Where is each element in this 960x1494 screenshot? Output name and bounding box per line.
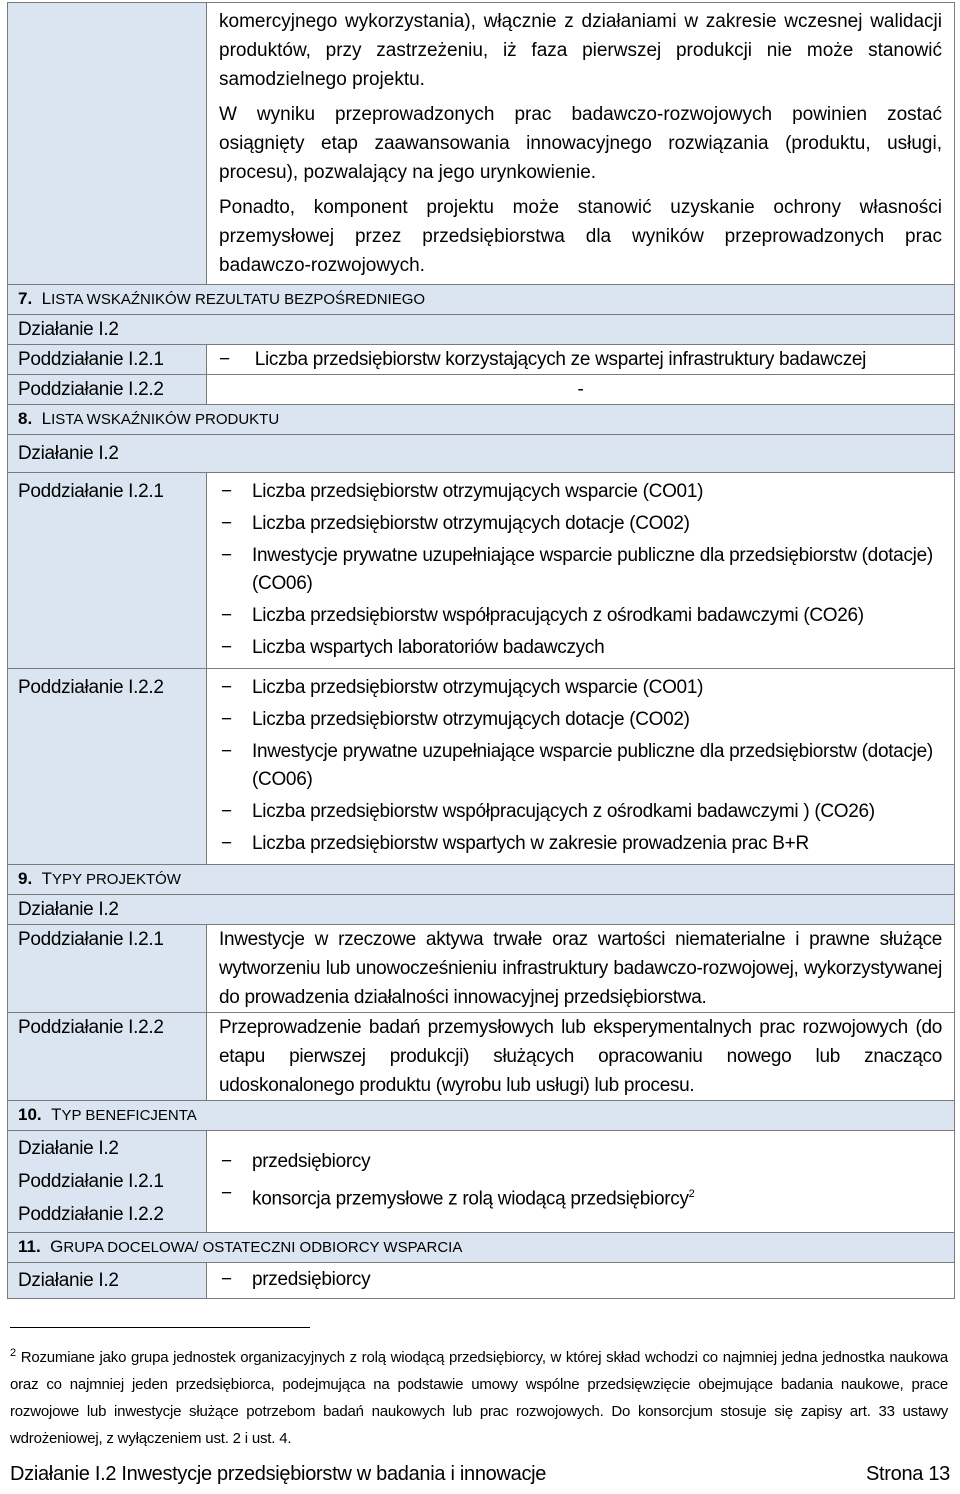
list-item [219,1180,942,1213]
section-7-poddzialanie-1-row [8,345,955,375]
section-8-poddzialanie-1-list [219,478,942,662]
intro-label-cell [8,3,207,285]
page-footer [10,1463,950,1486]
section-9-poddzialanie-1-row [8,925,955,1013]
section-9-poddzialanie-1-label: Poddziałanie I.2.1 [8,925,207,1013]
section-10-number: 10. [18,1105,42,1124]
section-11-title: RUPA DOCELOWA/ OSTATECZNI ODBIORCY WSPARCIA [63,1239,463,1256]
section-7-title-initial: L [41,289,52,308]
section-10-list [219,1148,942,1213]
section-11-row [8,1263,955,1299]
section-7-poddzialanie-2-label: Poddziałanie I.2.2 [8,375,207,405]
intro-paragraph-3: Ponadto, komponent projektu może stanowić uzyskanie ochrony własności przemysłowej przez przedsiębiorstwa dla wyników przeprowadzonych prac badawczo-rozwojowych. [219,197,942,276]
section-9-poddzialanie-2-row [8,1013,955,1101]
section-9-header [8,865,955,895]
section-8-title: ISTA WSKAŹNIKÓW PRODUKTU [51,411,280,428]
section-8-number: 8. [18,409,33,428]
section-8-poddzialanie-1-label: Poddziałanie I.2.1 [8,473,207,669]
section-7-dzialanie-row [8,315,955,345]
section-11-list [219,1266,942,1294]
section-11-number: 11. [18,1237,41,1256]
section-9-dzialanie: Działanie I.2 [8,895,955,925]
section-8-poddzialanie-2-list [219,674,942,858]
intro-text-cell [207,3,955,285]
section-10-title: YP BENEFICJENTA [61,1107,197,1124]
section-7-dzialanie: Działanie I.2 [8,315,955,345]
footnote-separator [10,1327,310,1328]
section-9-number: 9. [18,869,33,888]
section-9-title-initial: T [41,869,53,888]
section-9-dzialanie-row [8,895,955,925]
list-item: − Liczba przedsiębiorstw otrzymujących dotacje (CO02) [219,510,942,538]
footnote [10,1340,948,1452]
intro-paragraph-2: W wyniku przeprowadzonych prac badawczo-rozwojowych powinien zostać osiągnięty etap zaawansowania innowacyjnego rozwiązania (produktu, usługi, procesu), pozwalający na jego urynkowienie. [219,104,942,183]
list-item: − Liczba wspartych laboratoriów badawczych [219,634,942,662]
beneficiary-text: konsorcja przemysłowe z rolą wiodącą przedsiębiorcy [252,1188,689,1210]
section-7-poddzialanie-1-label: Poddziałanie I.2.1 [8,345,207,375]
section-10-poddzialanie-1-label: Poddziałanie I.2.1 [18,1171,164,1192]
intro-paragraph-1: komercyjnego wykorzystania), włącznie z działaniami w zakresie wczesnej walidacji produktów, przy zastrzeżeniu, iż faza pierwszej produkcji nie może stanowić samodzielnego projektu. [219,11,942,90]
section-7-poddzialanie-1-value [207,345,955,375]
footnote-text: Rozumiane jako grupa jednostek organizacyjnych z rolą wiodącą przedsiębiorcy, w której skład wchodzi co najmniej jedna jednostka naukowa oraz co najmniej jeden przedsiębiorca, podejmująca na podstawie umowy wspólne przedsięwzięcie obejmujące badania naukowe, prace rozwojowe lub inwestycje służące potrzebom badań naukowych lub prac rozwojowych. Do konsorcjum stosuje się zapisy art. 33 ustawy wdrożeniowej, z wyłączeniem ust. 2 i ust. 4. [10,1349,948,1447]
list-item: − przedsiębiorcy [219,1148,942,1176]
list-item: − Liczba przedsiębiorstw otrzymujących wsparcie (CO01) [219,478,942,506]
section-11-header [8,1233,955,1263]
section-10-header [8,1101,955,1131]
section-11-title-initial: G [50,1237,64,1256]
section-9-poddzialanie-2-value: Przeprowadzenie badań przemysłowych lub eksperymentalnych prac rozwojowych (do etapu pierwszej produkcji) służących opracowaniu nowego lub znacząco udoskonalonego produktu (wyrobu lub usługi) lub procesu. [207,1013,955,1101]
section-11-dzialanie: Działanie I.2 [8,1263,207,1299]
program-table [7,2,955,1299]
section-10-title-initial: T [51,1105,62,1124]
list-item: − Inwestycje prywatne uzupełniające wsparcie publiczne dla przedsiębiorstw (dotacje) (CO06) [219,542,942,598]
section-7-number: 7. [18,289,33,308]
footer-title: Działanie I.2 Inwestycje przedsiębiorstw w badania i innowacje [10,1463,547,1485]
section-8-dzialanie: Działanie I.2 [8,435,955,473]
intro-row [8,3,955,285]
section-8-poddzialanie-2-label: Poddziałanie I.2.2 [8,669,207,865]
section-8-dzialanie-row [8,435,955,473]
indicator-text: Liczba przedsiębiorstw korzystających ze wspartej infrastruktury badawczej [254,349,867,370]
dash-marker: − [219,349,230,370]
footnote-number: 2 [10,1347,16,1359]
list-item: − Liczba przedsiębiorstw współpracujących z ośrodkami badawczymi (CO26) [219,602,942,630]
section-10-row [8,1131,955,1233]
list-item: − Inwestycje prywatne uzupełniające wsparcie publiczne dla przedsiębiorstw (dotacje) (CO06) [219,738,942,794]
section-9-poddzialanie-1-value: Inwestycje w rzeczowe aktywa trwałe oraz wartości niematerialne i prawne służące wytworzeniu lub unowocześnieniu infrastruktury badawczo-rozwojowej, wykorzystywanej do prowadzenia działalności innowacyjnej przedsiębiorstwa. [207,925,955,1013]
section-8-poddzialanie-1-row [8,473,955,669]
list-item: − przedsiębiorcy [219,1266,942,1294]
section-7-header [8,285,955,315]
list-item: − Liczba przedsiębiorstw otrzymujących dotacje (CO02) [219,706,942,734]
footnote-ref: 2 [688,1188,695,1200]
section-10-poddzialanie-2-label: Poddziałanie I.2.2 [18,1204,164,1225]
section-8-title-initial: L [41,409,52,428]
section-7-poddzialanie-2-value: - [207,375,955,405]
list-item: − Liczba przedsiębiorstw otrzymujących wsparcie (CO01) [219,674,942,702]
page-number: Strona 13 [865,1463,950,1485]
section-7-poddzialanie-2-row [8,375,955,405]
section-9-poddzialanie-2-label: Poddziałanie I.2.2 [8,1013,207,1101]
list-item: − Liczba przedsiębiorstw wspartych w zakresie prowadzenia prac B+R [219,830,942,858]
section-8-poddzialanie-2-row [8,669,955,865]
section-10-dzialanie: Działanie I.2 [18,1138,119,1159]
section-8-header [8,405,955,435]
list-item: − Liczba przedsiębiorstw współpracujących z ośrodkami badawczymi ) (CO26) [219,798,942,826]
section-9-title: YPY PROJEKTÓW [52,871,181,888]
section-7-title: ISTA WSKAŹNIKÓW REZULTATU BEZPOŚREDNIEGO [51,291,426,308]
